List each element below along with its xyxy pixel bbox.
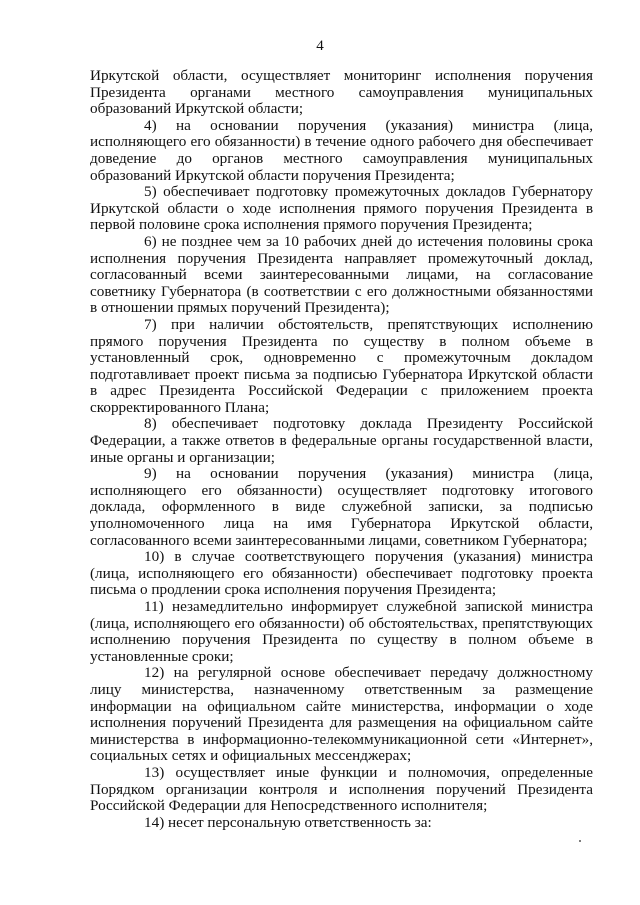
- paragraph-item-12: 12) на регулярной основе обеспечивает передачу должностному лицу министерства, назначенному ответственным за размещение информации на официальном сайте министерства, информации о ходе исполнения поручений Президента для размещения на официальном сайте министерства в информационно-телекоммуникационной сети «Интернет», социальных сетях и официальных мессенджерах;: [90, 664, 593, 765]
- page-number: 4: [316, 38, 324, 54]
- document-body: [90, 68, 593, 831]
- paragraph-item-14: 14) несет персональную ответственность за:: [144, 813, 432, 831]
- paragraph-item-10: 10) в случае соответствующего поручения (указания) министра (лица, исполняющего его обязанности) обеспечивает подготовку проекта письма о продлении срока исполнения поручения Президента;: [90, 548, 593, 599]
- paragraph-item-13: 13) осуществляет иные функции и полномочия, определенные Порядком организации контроля и исполнения поручений Президента Российской Федерации для Непосредственного исполнителя;: [90, 763, 593, 815]
- paragraph-item-9: 9) на основании поручения (указания) министра (лица, исполняющего его обязанности) осуществляет подготовку итогового доклада, оформленного в виде служебной записки, за подписью уполномоченного лица на имя Губернатора Иркутской области, согласованного всеми заинтересованными лицами, советником Губернатора;: [90, 465, 593, 549]
- paragraph-item-5: 5) обеспечивает подготовку промежуточных докладов Губернатору Иркутской области о ходе исполнения прямого поручения Президента в первой половине срока исполнения прямого поручения Президента;: [90, 183, 593, 234]
- paragraph-item-6: 6) не позднее чем за 10 рабочих дней до истечения половины срока исполнения поручения Президента направляет промежуточный доклад, согласованный всеми заинтересованными лицами, на согласование советнику Губернатора (в соответствии с его должностными обязанностями в отношении прямых поручений Президента);: [90, 232, 593, 317]
- scan-dot-mark: [579, 840, 581, 842]
- paragraph-item-4: 4) на основании поручения (указания) министра (лица, исполняющего его обязанности) в течение одного рабочего дня обеспечивает доведение до органов местного самоуправления муниципальных образований Иркутской области поручения Президента;: [90, 116, 593, 184]
- paragraph-item-11: 11) незамедлительно информирует служебной запиской министра (лица, исполняющего его обязанности) об обстоятельствах, препятствующих исполнению поручения Президента по существу в полном объеме в установленные сроки;: [90, 598, 593, 665]
- paragraph-item-7: 7) при наличии обстоятельств, препятствующих исполнению прямого поручения Президента по существу в полном объеме в установленный срок, одновременно с промежуточным докладом подготавливает проект письма за подписью Губернатора Иркутской области в адрес Президента Российской Федерации с приложением проекта скорректированного Плана;: [90, 315, 593, 416]
- paragraph-item-8: 8) обеспечивает подготовку доклада Президенту Российской Федерации, а также ответов в федеральные органы государственной власти, иные органы и организации;: [90, 415, 593, 466]
- paragraph-continuation: Иркутской области, осуществляет мониторинг исполнения поручения Президента органами местного самоуправления муниципальных образований Иркутской области;: [90, 67, 593, 118]
